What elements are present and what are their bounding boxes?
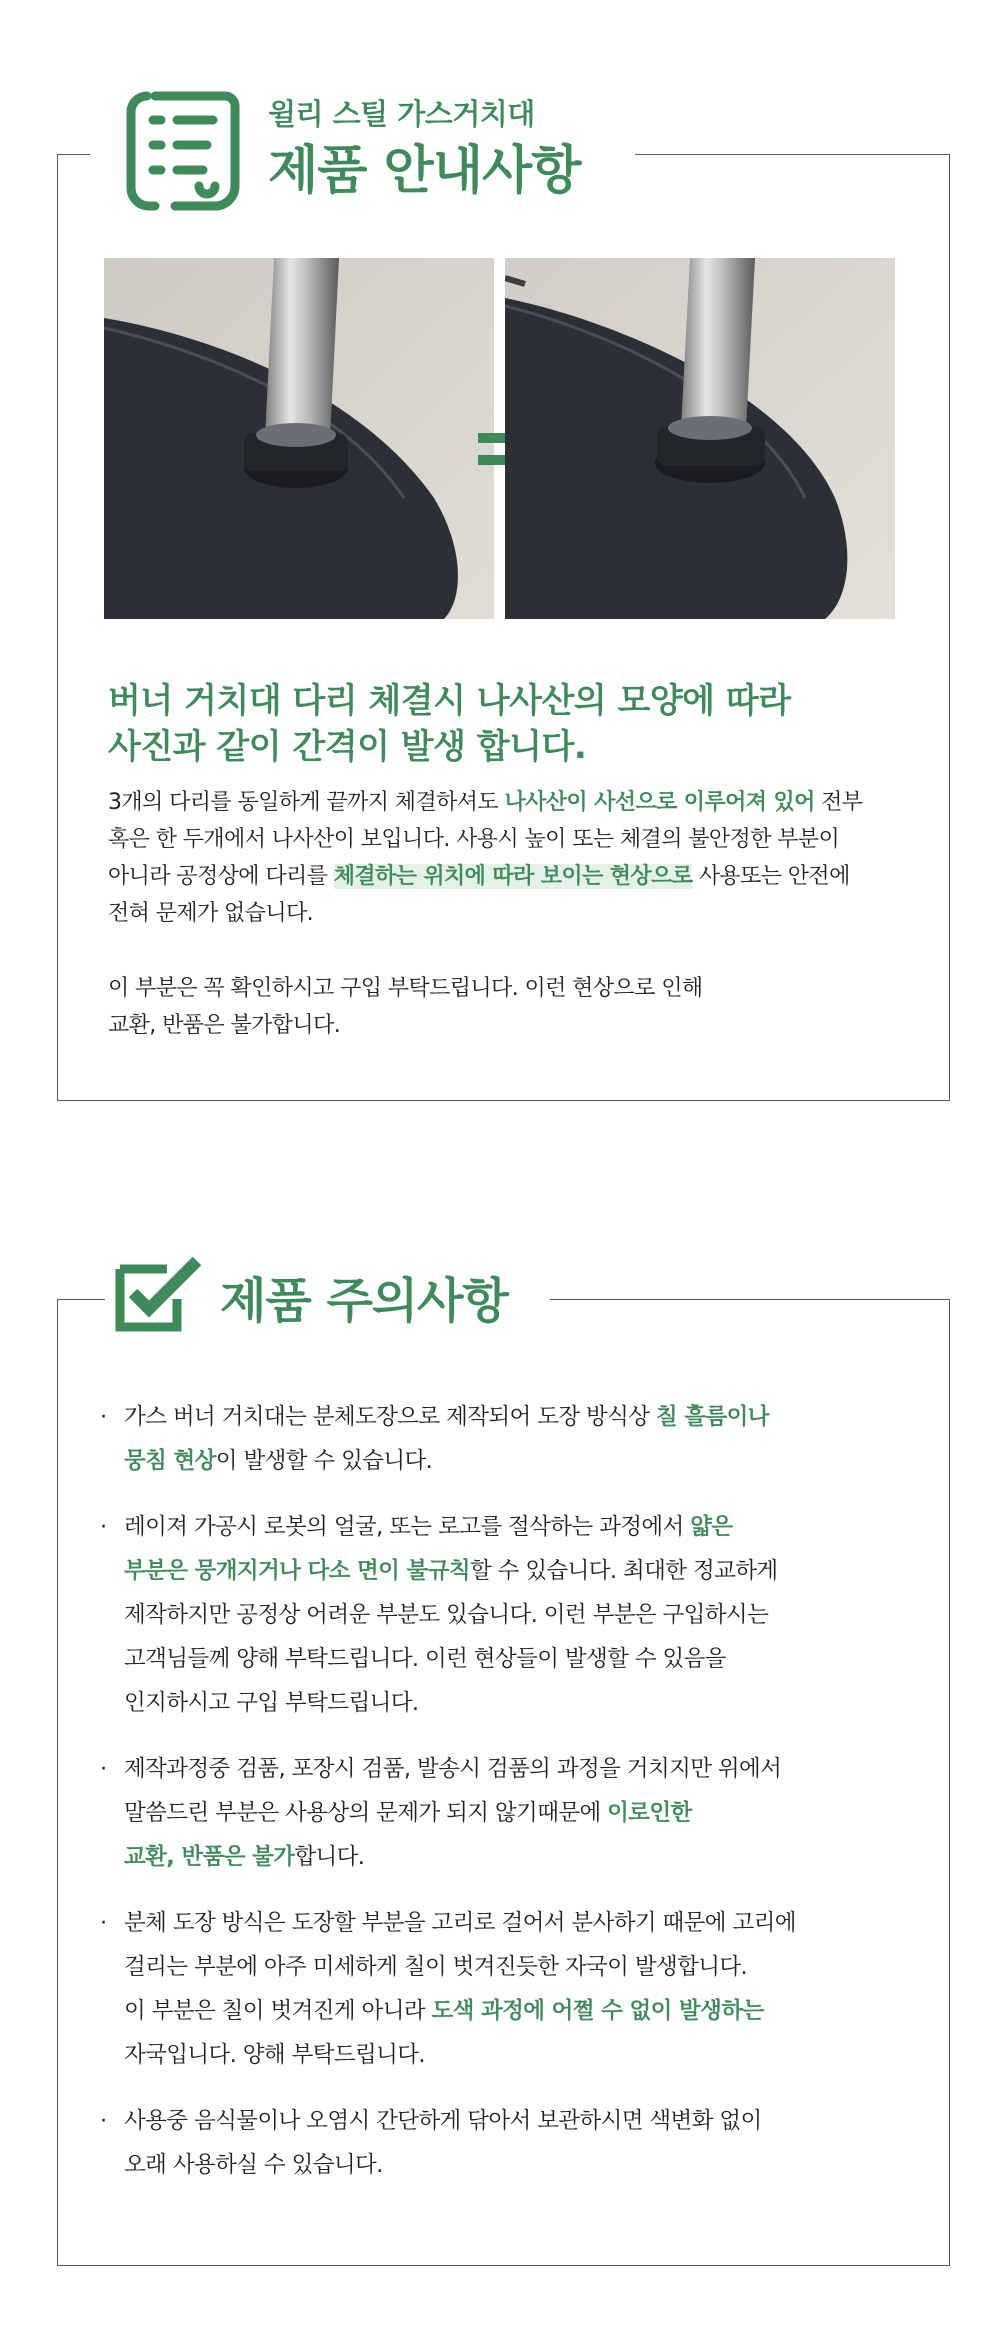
highlight-text: 나사산이 사선으로 이루어져 있어 — [504, 790, 815, 815]
body-line: 전혀 문제가 없습니다. — [108, 901, 314, 926]
highlight-text: 부분은 뭉개지거나 다소 면이 불규칙 — [124, 1558, 470, 1584]
highlight-text: 교환, 반품은 불가 — [124, 1844, 295, 1870]
highlight-text: 칠 흘름이나 — [655, 1404, 769, 1430]
body-text: 제작과정중 검품, 포장시 검품, 발송시 검품의 과정을 거치지만 위에서 — [124, 1756, 782, 1782]
body-text: 할 수 있습니다. 최대한 정교하게 — [469, 1558, 778, 1584]
body-text: 아니라 공정상에 다리를 — [108, 864, 334, 889]
body-text: 사용또는 안전에 — [692, 864, 850, 889]
list-item — [100, 1901, 930, 2077]
bullet-dot: · — [100, 1514, 107, 1540]
bullet-dot: · — [100, 1910, 107, 1936]
body-text: 전부 — [814, 790, 863, 815]
body-text: 말씀드린 부분은 사용상의 문제가 되지 않기때문에 — [124, 1800, 608, 1826]
body-text: 이 부분은 칠이 벗겨진게 아니라 — [124, 1998, 432, 2024]
body-text: 합니다. — [294, 1844, 365, 1870]
list-item — [100, 1505, 930, 1725]
highlight-text: 체결하는 위치에 따라 보이는 현상으로 — [333, 864, 693, 889]
highlight-text: 얇은 — [690, 1514, 733, 1540]
info-body-text — [108, 784, 938, 932]
note-line: 이 부분은 꼭 확인하시고 구입 부탁드립니다. 이런 현상으로 인해 — [108, 976, 703, 1001]
body-text: 오래 사용하실 수 있습니다. — [124, 2152, 383, 2178]
body-text: 3개의 다리를 동일하게 끝까지 체결하셔도 — [108, 790, 505, 815]
checkbox-check-icon — [115, 1255, 203, 1333]
headline-line-2: 사진과 같이 간격이 발생 합니다. — [108, 727, 587, 767]
body-text: 제작하지만 공정상 어려운 부분도 있습니다. 이런 부분은 구입하시는 — [124, 1602, 769, 1628]
body-text: 이 발생할 수 있습니다. — [215, 1448, 433, 1474]
body-text: 자국입니다. 양해 부탁드립니다. — [124, 2042, 425, 2068]
caution-list — [100, 1395, 930, 2209]
body-text: 레이져 가공시 로봇의 얼굴, 또는 로고를 절삭하는 과정에서 — [124, 1514, 691, 1540]
section-title-info: 제품 안내사항 — [268, 141, 581, 201]
body-text: 인지하시고 구입 부탁드립니다. — [124, 1690, 419, 1716]
product-photo-right — [505, 258, 895, 619]
body-text: 가스 버너 거치대는 분체도장으로 제작되어 도장 방식상 — [124, 1404, 656, 1430]
body-text: 걸리는 부분에 아주 미세하게 칠이 벗겨진듯한 자국이 발생합니다. — [124, 1954, 748, 1980]
bullet-dot: · — [100, 1756, 107, 1782]
body-line — [108, 858, 938, 895]
section-title-caution: 제품 주의사항 — [220, 1273, 508, 1329]
bullet-dot: · — [100, 2108, 107, 2134]
body-text: 사용중 음식물이나 오염시 간단하게 닦아서 보관하시면 색변화 없이 — [124, 2108, 762, 2134]
body-line: 혹은 한 두개에서 나사산이 보입니다. 사용시 높이 또는 체결의 불안정한 부분이 — [108, 827, 840, 852]
list-item — [100, 1395, 930, 1483]
list-item — [100, 1747, 930, 1879]
note-line: 교환, 반품은 불가합니다. — [108, 1013, 341, 1038]
highlight-text: 뭉침 현상 — [124, 1448, 216, 1474]
info-note-text — [108, 970, 938, 1044]
body-text: 분체 도장 방식은 도장할 부분을 고리로 걸어서 분사하기 때문에 고리에 — [124, 1910, 796, 1936]
bullet-dot: · — [100, 1404, 107, 1430]
body-text: 고객님들께 양해 부탁드립니다. 이런 현상들이 발생할 수 있음을 — [124, 1646, 726, 1672]
list-item — [100, 2099, 930, 2187]
product-subtitle: 윌리 스틸 가스거치대 — [268, 97, 535, 131]
document-list-icon — [125, 90, 243, 212]
product-photo-left — [104, 258, 494, 619]
body-line — [108, 784, 938, 821]
highlight-text: 이로인한 — [607, 1800, 692, 1826]
highlight-text: 도색 과정에 어쩔 수 없이 발생하는 — [431, 1998, 764, 2024]
headline-line-1: 버너 거치대 다리 체결시 나사산의 모양에 따라 — [108, 681, 791, 721]
